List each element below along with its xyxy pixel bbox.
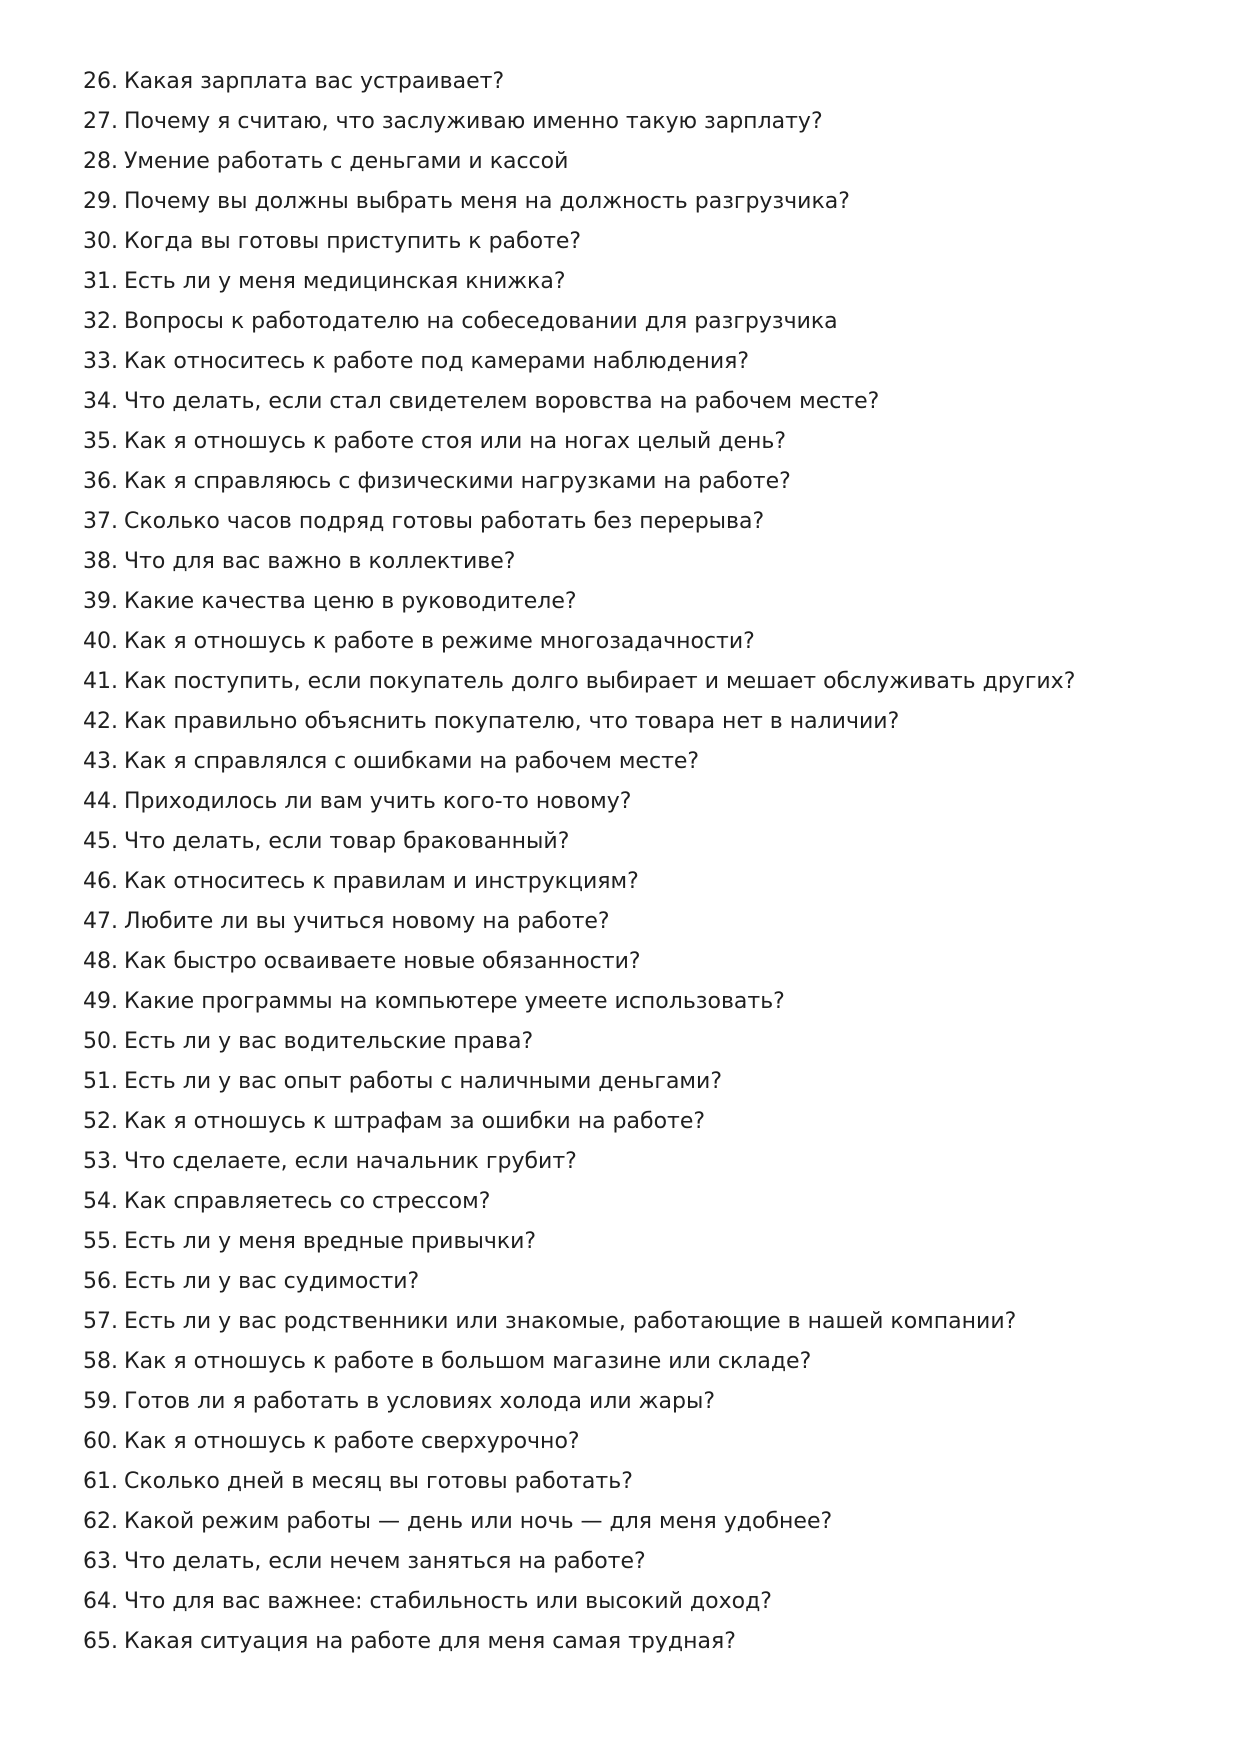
list-item — [83, 622, 1193, 662]
list-item — [83, 542, 1193, 582]
question-text: Как относитесь к правилам и инструкциям? — [124, 869, 639, 894]
question-number: 30. — [83, 229, 118, 254]
question-text: Есть ли у вас опыт работы с наличными деньгами? — [124, 1069, 723, 1094]
list-item — [83, 1262, 1193, 1302]
question-text: Что делать, если нечем заняться на работе? — [124, 1549, 646, 1574]
question-text: Как правильно объяснить покупателю, что товара нет в наличии? — [124, 709, 900, 734]
question-text: Как поступить, если покупатель долго выбирает и мешает обслуживать других? — [124, 669, 1076, 694]
list-item — [83, 702, 1193, 742]
question-number: 46. — [83, 869, 118, 894]
question-number: 48. — [83, 949, 118, 974]
question-text: Вопросы к работодателю на собеседовании для разгрузчика — [124, 309, 838, 334]
list-item — [83, 1022, 1193, 1062]
list-item — [83, 142, 1193, 182]
question-number: 44. — [83, 789, 118, 814]
question-number: 37. — [83, 509, 118, 534]
question-number: 31. — [83, 269, 118, 294]
list-item — [83, 942, 1193, 982]
list-item — [83, 342, 1193, 382]
question-number: 56. — [83, 1269, 118, 1294]
question-number: 45. — [83, 829, 118, 854]
question-number: 29. — [83, 189, 118, 214]
question-number: 64. — [83, 1589, 118, 1614]
question-text: Что делать, если стал свидетелем воровства на рабочем месте? — [124, 389, 880, 414]
list-item — [83, 902, 1193, 942]
question-text: Как справляетесь со стрессом? — [124, 1189, 491, 1214]
question-number: 55. — [83, 1229, 118, 1254]
question-text: Сколько часов подряд готовы работать без перерыва? — [124, 509, 765, 534]
question-text: Как я отношусь к работе стоя или на ногах целый день? — [124, 429, 787, 454]
question-number: 51. — [83, 1069, 118, 1094]
question-text: Что делать, если товар бракованный? — [124, 829, 570, 854]
question-number: 58. — [83, 1349, 118, 1374]
question-number: 53. — [83, 1149, 118, 1174]
question-number: 52. — [83, 1109, 118, 1134]
question-number: 63. — [83, 1549, 118, 1574]
list-item — [83, 1462, 1193, 1502]
question-text: Есть ли у вас судимости? — [124, 1269, 420, 1294]
list-item — [83, 1222, 1193, 1262]
list-item — [83, 822, 1193, 862]
list-item — [83, 1302, 1193, 1342]
question-text: Какая ситуация на работе для меня самая трудная? — [124, 1629, 736, 1654]
list-item — [83, 1342, 1193, 1382]
question-number: 28. — [83, 149, 118, 174]
question-text: Как быстро осваиваете новые обязанности? — [124, 949, 641, 974]
question-text: Когда вы готовы приступить к работе? — [124, 229, 582, 254]
question-text: Любите ли вы учиться новому на работе? — [124, 909, 610, 934]
question-text: Приходилось ли вам учить кого-то новому? — [124, 789, 632, 814]
list-item — [83, 62, 1193, 102]
question-number: 61. — [83, 1469, 118, 1494]
question-number: 42. — [83, 709, 118, 734]
list-item — [83, 382, 1193, 422]
question-number: 65. — [83, 1629, 118, 1654]
question-number: 38. — [83, 549, 118, 574]
question-text: Как я справляюсь с физическими нагрузками на работе? — [124, 469, 791, 494]
question-number: 41. — [83, 669, 118, 694]
list-item — [83, 1142, 1193, 1182]
question-number: 40. — [83, 629, 118, 654]
list-item — [83, 102, 1193, 142]
question-text: Что для вас важнее: стабильность или высокий доход? — [124, 1589, 772, 1614]
question-number: 36. — [83, 469, 118, 494]
question-number: 49. — [83, 989, 118, 1014]
question-text: Как я отношусь к штрафам за ошибки на работе? — [124, 1109, 706, 1134]
question-text: Как я справлялся с ошибками на рабочем месте? — [124, 749, 700, 774]
question-number: 43. — [83, 749, 118, 774]
question-text: Почему я считаю, что заслуживаю именно такую зарплату? — [124, 109, 823, 134]
question-text: Что для вас важно в коллективе? — [124, 549, 516, 574]
list-item — [83, 662, 1193, 702]
question-number: 27. — [83, 109, 118, 134]
question-number: 57. — [83, 1309, 118, 1334]
list-item — [83, 422, 1193, 462]
list-item — [83, 1582, 1193, 1622]
question-text: Есть ли у вас водительские права? — [124, 1029, 534, 1054]
question-text: Как я отношусь к работе в режиме многозадачности? — [124, 629, 755, 654]
question-number: 60. — [83, 1429, 118, 1454]
question-text: Что сделаете, если начальник грубит? — [124, 1149, 577, 1174]
list-item — [83, 222, 1193, 262]
question-text: Какой режим работы — день или ночь — для меня удобнее? — [124, 1509, 833, 1534]
question-number: 50. — [83, 1029, 118, 1054]
question-text: Какая зарплата вас устраивает? — [124, 69, 505, 94]
list-item — [83, 742, 1193, 782]
question-text: Какие программы на компьютере умеете использовать? — [124, 989, 785, 1014]
list-item — [83, 1102, 1193, 1142]
list-item — [83, 302, 1193, 342]
list-item — [83, 1182, 1193, 1222]
list-item — [83, 862, 1193, 902]
question-number: 39. — [83, 589, 118, 614]
list-item — [83, 182, 1193, 222]
list-item — [83, 582, 1193, 622]
list-item — [83, 1422, 1193, 1462]
question-text: Почему вы должны выбрать меня на должность разгрузчика? — [124, 189, 850, 214]
question-list — [83, 62, 1193, 1662]
question-text: Как я отношусь к работе сверхурочно? — [124, 1429, 580, 1454]
question-number: 59. — [83, 1389, 118, 1414]
question-number: 26. — [83, 69, 118, 94]
question-text: Как относитесь к работе под камерами наблюдения? — [124, 349, 750, 374]
list-item — [83, 1382, 1193, 1422]
question-number: 47. — [83, 909, 118, 934]
question-text: Сколько дней в месяц вы готовы работать? — [124, 1469, 633, 1494]
question-text: Как я отношусь к работе в большом магазине или складе? — [124, 1349, 812, 1374]
question-text: Умение работать с деньгами и кассой — [124, 149, 569, 174]
question-text: Есть ли у меня медицинская книжка? — [124, 269, 566, 294]
list-item — [83, 462, 1193, 502]
list-item — [83, 1502, 1193, 1542]
question-number: 35. — [83, 429, 118, 454]
list-item — [83, 1542, 1193, 1582]
question-number: 34. — [83, 389, 118, 414]
question-text: Есть ли у вас родственники или знакомые, работающие в нашей компании? — [124, 1309, 1017, 1334]
question-number: 33. — [83, 349, 118, 374]
question-text: Какие качества ценю в руководителе? — [124, 589, 577, 614]
list-item — [83, 1622, 1193, 1662]
list-item — [83, 1062, 1193, 1102]
question-text: Есть ли у меня вредные привычки? — [124, 1229, 537, 1254]
question-text: Готов ли я работать в условиях холода или жары? — [124, 1389, 715, 1414]
list-item — [83, 782, 1193, 822]
question-number: 62. — [83, 1509, 118, 1534]
list-item — [83, 262, 1193, 302]
question-number: 54. — [83, 1189, 118, 1214]
question-number: 32. — [83, 309, 118, 334]
list-item — [83, 502, 1193, 542]
list-item — [83, 982, 1193, 1022]
